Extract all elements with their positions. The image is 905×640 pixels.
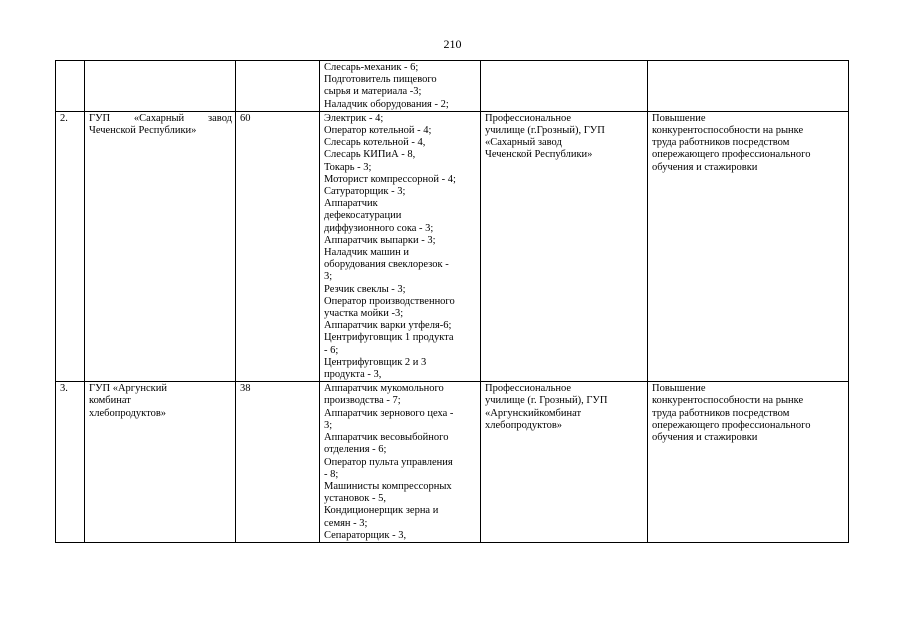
- professions-list-line: 3;: [324, 419, 333, 431]
- professions-list-line: Наладчик машин и: [324, 247, 410, 259]
- worker-count-cell: [236, 61, 320, 112]
- training-goal-cell: [648, 382, 849, 543]
- organization-name-cell: [85, 382, 236, 543]
- training-institution-cell: [481, 382, 648, 543]
- professions-list-line: Оператор производственного: [324, 295, 455, 307]
- professions-list-line: Центрифуговщик 1 продукта: [324, 332, 454, 344]
- professions-list-line: Аппаратчик: [324, 198, 378, 210]
- professions-list-cell: [320, 382, 481, 543]
- worker-count-cell: [236, 382, 320, 543]
- worker-count: 38: [240, 383, 251, 395]
- professions-list-line: диффузионного сока - 3;: [324, 222, 434, 234]
- training-table: [55, 60, 849, 543]
- professions-list-line: Сатураторщик - 3;: [324, 186, 406, 198]
- organization-name-cell: [85, 111, 236, 381]
- organization-name-line: комбинат: [89, 395, 131, 407]
- training-institution-line: хлебопродуктов»: [485, 419, 563, 431]
- professions-list-line: - 6;: [324, 344, 339, 356]
- professions-list-line: - 8;: [324, 468, 339, 480]
- professions-list: [324, 383, 477, 542]
- professions-list-line: сырья и материала -3;: [324, 86, 422, 98]
- training-institution-line: «Сахарный завод: [485, 137, 562, 149]
- organization-name: [89, 113, 232, 137]
- training-goal-cell: [648, 61, 849, 112]
- training-goal-line: труда работников посредством: [652, 407, 790, 419]
- organization-name: [89, 383, 232, 420]
- professions-list-line: Токарь - 3;: [324, 161, 372, 173]
- training-goal-line: труда работников посредством: [652, 137, 790, 149]
- training-institution-line: Чеченской Республики»: [485, 149, 593, 161]
- training-goal: [652, 383, 845, 444]
- row-number: 2.: [60, 112, 68, 124]
- training-goal-line: Повышение: [652, 112, 706, 124]
- professions-list-line: Моторист компрессорной - 4;: [324, 173, 456, 185]
- training-goal-line: конкурентоспособности на рынке: [652, 395, 804, 407]
- page-number: 210: [443, 37, 462, 51]
- professions-list-line: Аппаратчик зернового цеха -: [324, 407, 454, 419]
- professions-list-line: семян - 3;: [324, 517, 368, 529]
- training-goal-line: конкурентоспособности на рынке: [652, 125, 804, 137]
- training-goal-line: обучения и стажировки: [652, 161, 758, 173]
- professions-list-line: Аппаратчик выпарки - 3;: [324, 234, 436, 246]
- table-row: [56, 61, 849, 112]
- row-number-cell: [56, 111, 85, 381]
- professions-list-line: Оператор котельной - 4;: [324, 125, 432, 137]
- professions-list-line: Центрифуговщик 2 и 3: [324, 356, 427, 368]
- organization-name-line: ГУП «Сахарный завод: [89, 112, 232, 124]
- professions-list-line: Кондиционерщик зерна и: [324, 505, 439, 517]
- training-institution-cell: [481, 61, 648, 112]
- training-goal-line: Повышение: [652, 383, 706, 395]
- training-institution-line: училище (г.Грозный), ГУП: [485, 125, 605, 137]
- training-goal-line: опережающего профессионального: [652, 149, 811, 161]
- professions-list-line: Аппаратчик весовыбойного: [324, 432, 449, 444]
- professions-list-line: продукта - 3,: [324, 369, 382, 381]
- training-goal-line: опережающего профессионального: [652, 419, 811, 431]
- professions-list-cell: [320, 111, 481, 381]
- professions-list-line: Электрик - 4;: [324, 112, 384, 124]
- professions-list-line: установок - 5,: [324, 493, 387, 505]
- professions-list-line: Слесарь КИПиА - 8,: [324, 149, 416, 161]
- training-institution-line: училище (г. Грозный), ГУП: [485, 395, 608, 407]
- training-goal-cell: [648, 111, 849, 381]
- training-goal-line: обучения и стажировки: [652, 432, 758, 444]
- professions-list-line: Сепараторщик - 3,: [324, 529, 407, 541]
- professions-list-line: производства - 7;: [324, 395, 401, 407]
- professions-list: [324, 62, 477, 111]
- professions-list-line: 3;: [324, 271, 333, 283]
- training-institution-line: Профессиональное: [485, 383, 572, 395]
- professions-list-line: участка мойки -3;: [324, 308, 404, 320]
- table-row: [56, 382, 849, 543]
- professions-list-line: Машинисты компрессорных: [324, 480, 452, 492]
- training-institution: [485, 113, 644, 162]
- professions-list-line: Слесарь котельной - 4,: [324, 137, 426, 149]
- training-institution: [485, 383, 644, 432]
- professions-list-line: Наладчик оборудования - 2;: [324, 98, 449, 110]
- professions-list-line: Подготовитель пищевого: [324, 74, 437, 86]
- worker-count: 60: [240, 112, 251, 124]
- training-goal: [652, 113, 845, 174]
- training-institution-cell: [481, 111, 648, 381]
- professions-list-line: дефекосатурации: [324, 210, 402, 222]
- training-institution-line: Профессиональное: [485, 112, 572, 124]
- row-number: 3.: [60, 383, 68, 395]
- professions-list-cell: [320, 61, 481, 112]
- professions-list-line: отделения - 6;: [324, 444, 387, 456]
- organization-name-line: Чеченской Республики»: [89, 125, 197, 137]
- training-institution-line: «Аргунскийкомбинат: [485, 407, 582, 419]
- professions-list-line: Слесарь-механик - 6;: [324, 62, 419, 73]
- worker-count-cell: [236, 111, 320, 381]
- professions-list-line: Аппаратчик мукомольного: [324, 383, 444, 395]
- professions-list-line: Оператор пульта управления: [324, 456, 453, 468]
- professions-list-line: оборудования свеклорезок -: [324, 259, 449, 271]
- organization-name-line: хлебопродуктов»: [89, 407, 167, 419]
- organization-name-line: ГУП «Аргунский: [89, 383, 167, 395]
- row-number-cell: [56, 61, 85, 112]
- row-number-cell: [56, 382, 85, 543]
- table-row: [56, 111, 849, 381]
- organization-name-cell: [85, 61, 236, 112]
- professions-list-line: Аппаратчик варки утфеля-6;: [324, 320, 452, 332]
- professions-list-line: Резчик свеклы - 3;: [324, 283, 406, 295]
- professions-list: [324, 113, 477, 381]
